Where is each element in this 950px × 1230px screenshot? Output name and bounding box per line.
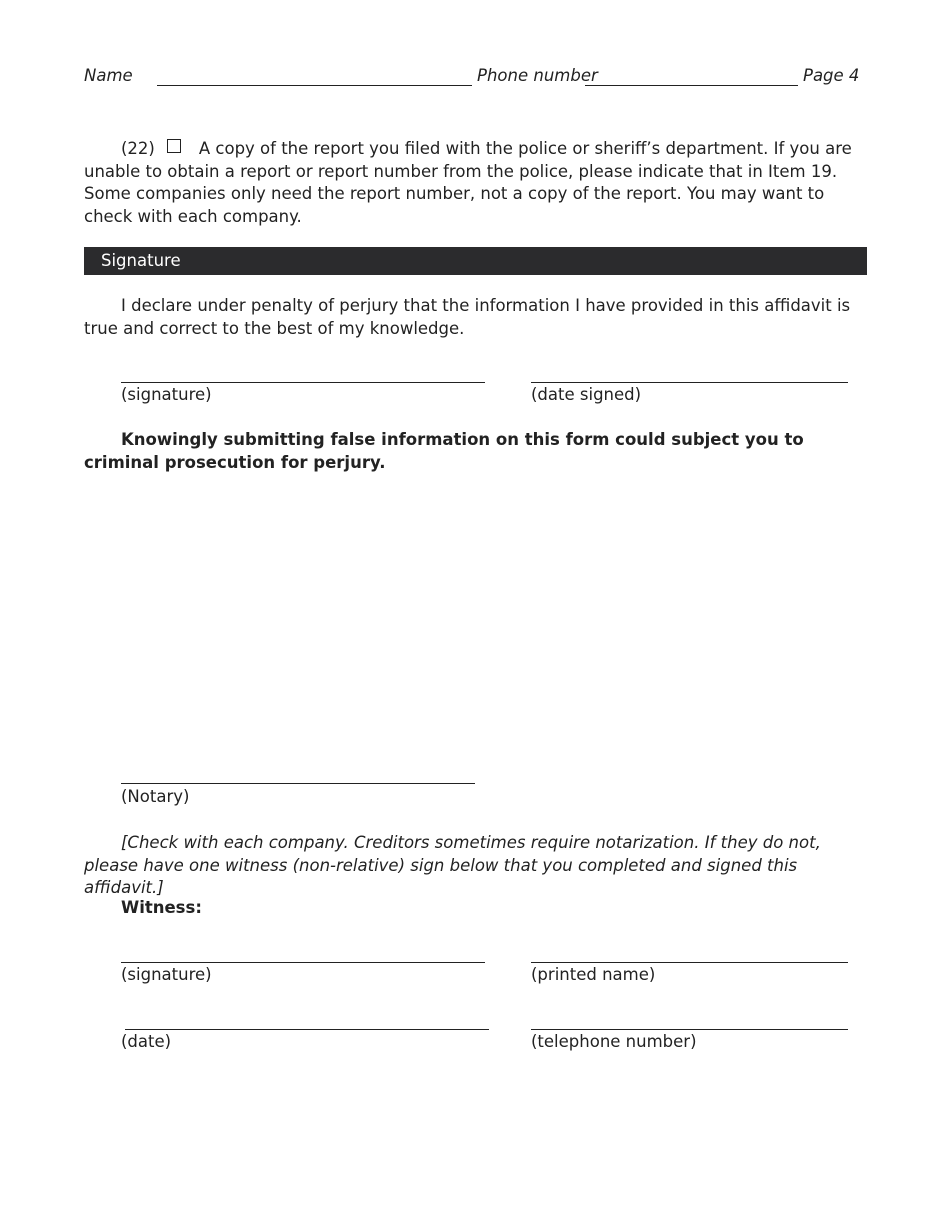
signature-section-header xyxy=(84,247,867,275)
perjury-warning: Knowingly submitting false information on this form could subject you to criminal prosecution for perjury. xyxy=(84,430,804,472)
name-field[interactable] xyxy=(157,85,472,86)
page-number: Page 4 xyxy=(803,66,860,85)
witness-printed-name-line[interactable] xyxy=(531,962,848,963)
item-22-number: (22) xyxy=(121,139,155,158)
notary-line[interactable] xyxy=(121,783,475,784)
witness-heading: Witness: xyxy=(121,898,202,917)
witness-telephone-caption: (telephone number) xyxy=(531,1032,697,1051)
notary-caption: (Notary) xyxy=(121,787,190,806)
witness-date-caption: (date) xyxy=(121,1032,172,1051)
item-22-paragraph xyxy=(84,138,859,228)
date-signed-line[interactable] xyxy=(531,382,848,383)
signature-section-title: Signature xyxy=(101,251,181,270)
phone-field[interactable] xyxy=(585,85,798,86)
signature-line[interactable] xyxy=(121,382,485,383)
item-22-text: A copy of the report you filed with the police or sheriff’s department. If you are unable to obtain a report or report number from the police, please indicate that in Item 19. Some companies only need the report number, not a copy of the report. You may want to check with each company. xyxy=(84,139,852,226)
declaration-paragraph: I declare under penalty of perjury that the information I have provided in this affidavit is true and correct to the best of my knowledge. xyxy=(84,296,851,338)
item-22-checkbox[interactable] xyxy=(167,139,181,153)
witness-date-line[interactable] xyxy=(125,1029,489,1030)
name-label: Name xyxy=(84,66,133,85)
phone-label: Phone number xyxy=(477,66,598,85)
witness-printed-name-caption: (printed name) xyxy=(531,965,656,984)
signature-caption: (signature) xyxy=(121,385,212,404)
notarization-note: [Check with each company. Creditors sometimes require notarization. If they do not, please have one witness (non-relative) sign below that you completed and signed this affidavit.] xyxy=(84,833,821,897)
witness-signature-line[interactable] xyxy=(121,962,485,963)
witness-signature-caption: (signature) xyxy=(121,965,212,984)
witness-telephone-line[interactable] xyxy=(531,1029,848,1030)
date-signed-caption: (date signed) xyxy=(531,385,642,404)
